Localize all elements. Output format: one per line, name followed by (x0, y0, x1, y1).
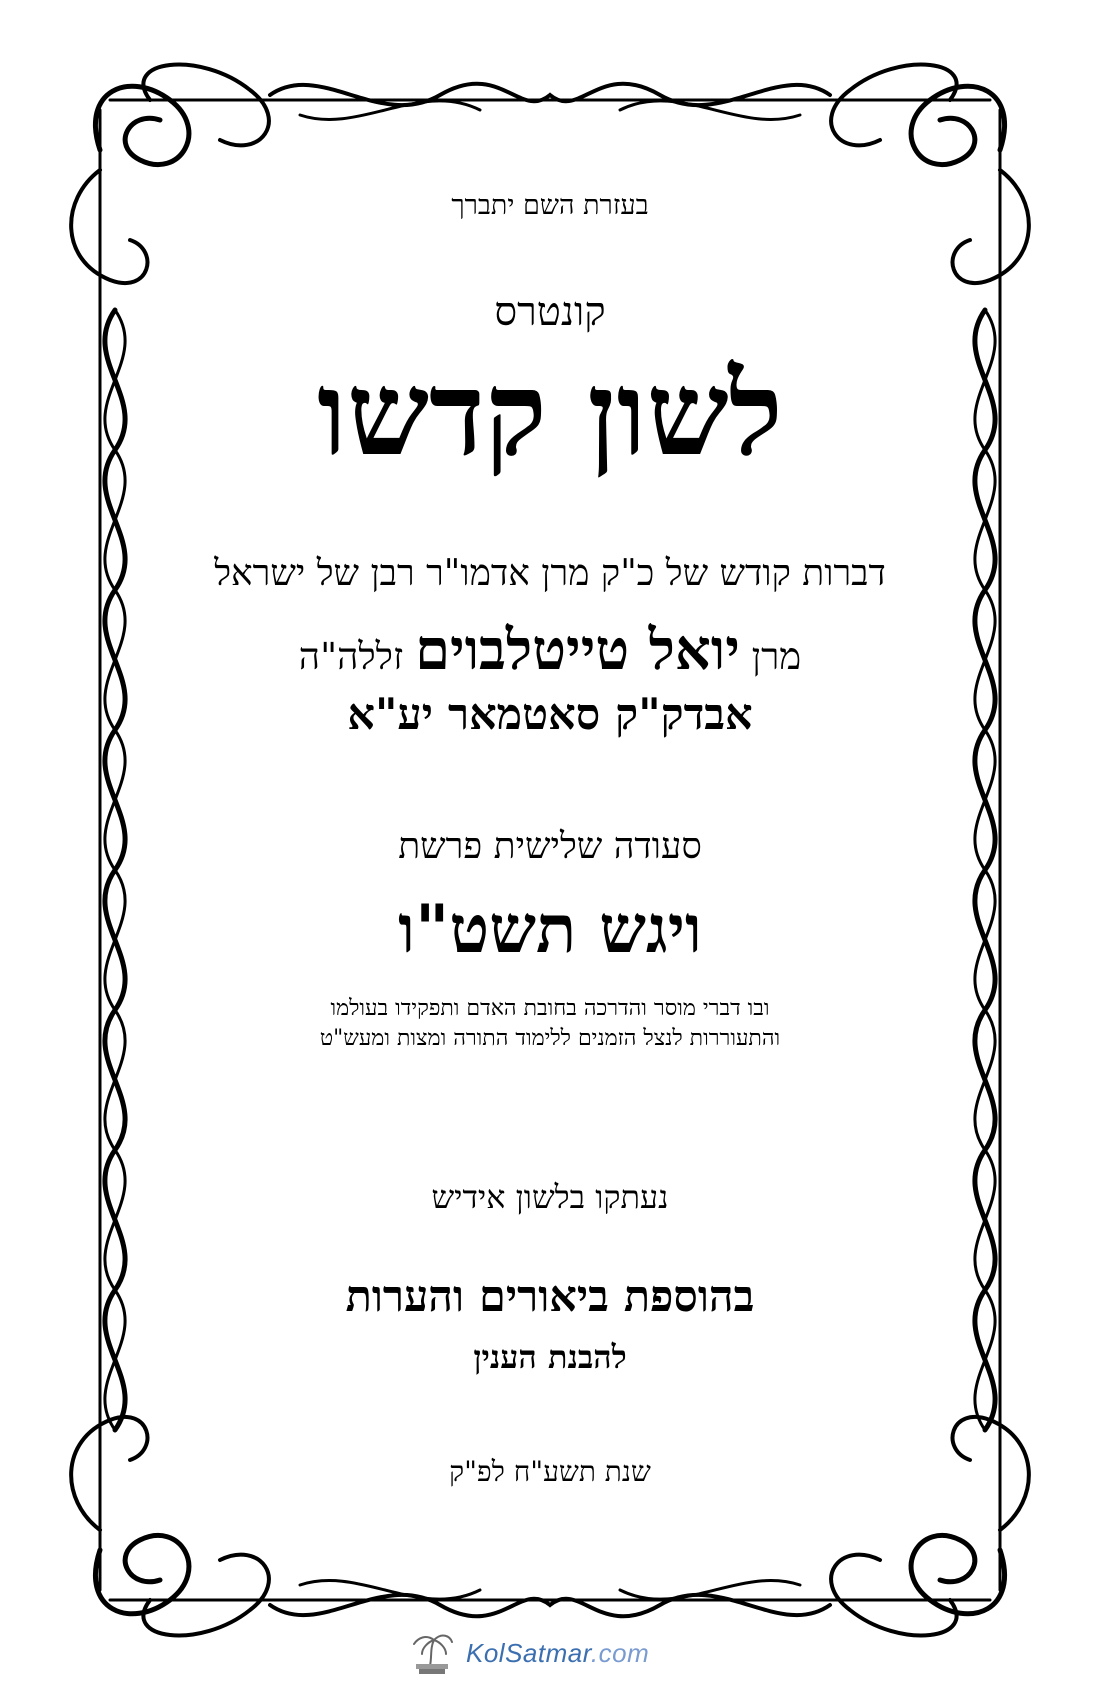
publication-year: שנת תשע"ח לפ"ק (449, 1455, 651, 1488)
palm-tree-books-icon (410, 1630, 454, 1676)
author-title-line: אבדק"ק סאטמאר יע"א (347, 690, 753, 740)
author-prefix: מרן (751, 635, 802, 678)
additions-line-2: להבנת הענין (473, 1338, 627, 1376)
book-title: לשון קדשו (317, 346, 783, 482)
watermark-brand: KolSatmar (466, 1637, 591, 1668)
translation-note: נעתקו בלשון אידיש (431, 1178, 669, 1216)
site-watermark (410, 1630, 649, 1676)
additions-line-1: בהוספת ביאורים והערות (345, 1272, 755, 1322)
opening-blessing: בעזרת השם יתברך (451, 190, 649, 221)
author-name: יואל טייטלבוים (415, 617, 740, 683)
attribution-line: דברות קודש של כ"ק מרן אדמו"ר רבן של ישראל (214, 553, 886, 594)
watermark-tld: .com (590, 1637, 650, 1668)
title-kicker: קונטרס (494, 289, 606, 335)
contents-line-1: ובו דברי מוסר והדרכה בחובת האדם ותפקידו בעולמו (330, 996, 770, 1021)
contents-line-2: והתעוררות לנצל הזמנים ללימוד התורה ומצות ומעש"ט (319, 1026, 781, 1051)
author-suffix: זללה"ה (298, 635, 404, 678)
occasion-meal: סעודה שלישית פרשת (398, 826, 702, 867)
parsha-year: ויגש תשט"ו (398, 890, 702, 968)
author-line (0, 617, 1100, 683)
